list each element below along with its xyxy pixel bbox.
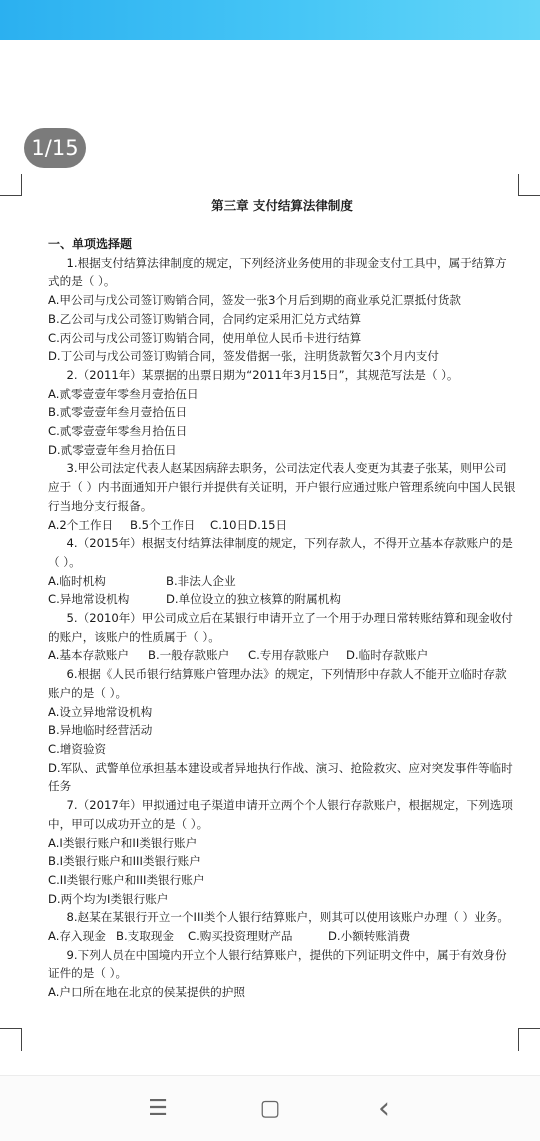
question-option: A.基本存款账户 (48, 648, 129, 663)
home-icon[interactable]: ▢ (259, 1095, 281, 1121)
question-stem: 6.根据《人民币银行结算账户管理办法》的规定，下列情形中存款人不能开立临时存款账户的是（ ）。 (48, 667, 507, 700)
question-option: A.户口所在地在北京的侯某提供的护照 (48, 985, 245, 1000)
section-heading: 一、单项选择题 (48, 237, 133, 251)
question-option: D.丁公司与戊公司签订购销合同，签发借据一张，注明货款暂欠3个月内支付 (48, 349, 439, 364)
document-page[interactable] (48, 196, 516, 1002)
question-options-row (48, 590, 516, 609)
back-icon[interactable]: ‹ (378, 1090, 390, 1126)
question-option: A.甲公司与戊公司签订购销合同，签发一张3个月后到期的商业承兑汇票抵付货款 (48, 293, 461, 308)
question-option: C.II类银行账户和III类银行账户 (48, 872, 205, 887)
question-option: D.两个均为I类银行账户 (48, 891, 169, 906)
question-option: B.支取现金 (116, 929, 175, 944)
question-option: A.设立异地常设机构 (48, 704, 153, 719)
crop-mark-top-right (518, 174, 540, 196)
question-option: B.非法人企业 (166, 573, 236, 588)
question-options-row (48, 516, 516, 535)
question-option: D.军队、武警单位承担基本建设或者异地执行作战、演习、抢险救灾、应对突发事件等临时任务 (48, 760, 513, 794)
question-option: C.购买投资理财产品 (188, 929, 293, 944)
crop-mark-bottom-right (518, 1028, 540, 1051)
crop-mark-top-left (0, 174, 22, 196)
question-option: B.5个工作日 (130, 517, 196, 532)
question-stem: 3.甲公司法定代表人赵某因病辞去职务，公司法定代表人变更为其妻子张某，则甲公司应于（ ）内书面通知开户银行并提供有关证明，开户银行应通过账户管理系统向中国人民银行当地分支行报备。 (48, 461, 516, 513)
question-option: B.异地临时经营活动 (48, 723, 153, 738)
question-options-row (48, 646, 516, 665)
crop-mark-bottom-left (0, 1028, 22, 1051)
question-option: C.丙公司与戊公司签订购销合同，使用单位人民币卡进行结算 (48, 330, 362, 345)
question-option: B.贰零壹壹年叁月壹拾伍日 (48, 405, 188, 420)
menu-icon[interactable]: ☰ (148, 1095, 168, 1121)
question-option: C.10日 (210, 517, 249, 532)
question-stem: 2.（2011年）某票据的出票日期为“2011年3月15日”，其规范写法是（ ）。 (66, 367, 459, 382)
question-option: A.临时机构 (48, 573, 106, 588)
status-bar (0, 0, 540, 40)
chapter-title: 第三章 支付结算法律制度 (211, 198, 353, 213)
question-option: C.贰零壹壹年零叁月拾伍日 (48, 424, 188, 439)
question-option: C.专用存款账户 (248, 648, 330, 663)
question-option: C.增资验资 (48, 741, 107, 756)
question-stem: 9.下列人员在中国境内开立个人银行结算账户，提供的下列证明文件中，属于有效身份证件的是（ ）。 (48, 947, 507, 981)
question-option: A.存入现金 (48, 929, 106, 944)
question-option: D.15日 (248, 517, 288, 532)
question-options-row (48, 572, 516, 591)
question-option: D.小额转账消费 (328, 929, 411, 944)
question-option: C.异地常设机构 (48, 592, 130, 607)
question-option: A.2个工作日 (48, 517, 114, 532)
page-indicator: 1/15 (24, 128, 86, 168)
question-option: D.单位设立的独立核算的附属机构 (166, 592, 341, 607)
question-option: A.贰零壹壹年零叁月壹拾伍日 (48, 386, 199, 401)
question-options-row (48, 927, 516, 946)
question-option: A.I类银行账户和II类银行账户 (48, 835, 198, 850)
question-stem: 5.（2010年）甲公司成立后在某银行申请开立了一个用于办理日常转账结算和现金收付的账户，该账户的性质属于（ ）。 (48, 611, 513, 644)
question-option: B.乙公司与戊公司签订购销合同，合同约定采用汇兑方式结算 (48, 311, 362, 326)
question-stem: 4.（2015年）根据支付结算法律制度的规定，下列存款人，不得开立基本存款账户的是（ ）。 (48, 536, 513, 569)
question-stem: 7.（2017年）甲拟通过电子渠道申请开立两个个人银行存款账户，根据规定，下列选项中，甲可以成功开立的是（ ）。 (48, 798, 513, 831)
question-option: B.一般存款账户 (148, 648, 230, 663)
question-stem: 1.根据支付结算法律制度的规定，下列经济业务使用的非现金支付工具中，属于结算方式的是（ ）。 (48, 255, 507, 289)
question-option: B.I类银行账户和III类银行账户 (48, 854, 201, 869)
system-navigation-bar (0, 1075, 540, 1141)
question-option: D.贰零壹壹年叁月拾伍日 (48, 442, 177, 457)
question-option: D.临时存款账户 (346, 648, 429, 663)
question-stem: 8.赵某在某银行开立一个III类个人银行结算账户，则其可以使用该账户办理（ ）业务。 (66, 910, 509, 925)
